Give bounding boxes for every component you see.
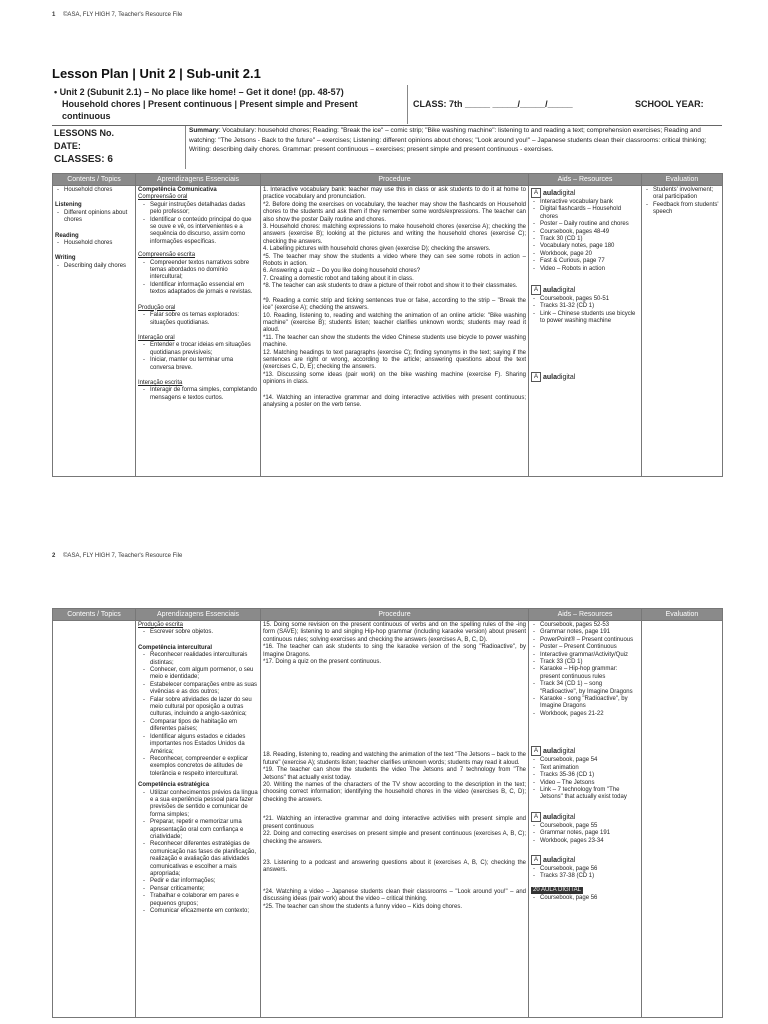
procedure-step: 10. Reading, listening to, reading and watching the animation of an online article: "Bike washing machine" (exercise B); students listen; teacher clarifies unknown words; students may read it aloud. xyxy=(263,312,526,334)
procedure-step: 7. Creating a domestic robot and talking about it in class. xyxy=(263,275,414,282)
unit-line-2: Household chores | Present continuous | Present simple and Present continuous xyxy=(62,99,358,121)
section-heading: Competência estratégica xyxy=(138,782,210,789)
procedure-step: 4. Labelling pictures with household chores given (exercise D); checking the answers. xyxy=(263,246,491,253)
unit-description xyxy=(54,86,394,122)
aids-cell xyxy=(529,621,642,1018)
lesson-meta xyxy=(54,127,114,166)
summary-box xyxy=(185,126,721,169)
table-row xyxy=(53,621,723,1018)
list-item: - Workbook, page 20 xyxy=(531,251,639,258)
aula-digital-icon: A xyxy=(531,855,541,865)
table-header-row xyxy=(53,609,723,621)
page-number: 2 xyxy=(52,553,56,559)
aula-digital-icon: A xyxy=(531,746,541,756)
subsection-heading: Produção oral xyxy=(138,304,176,311)
list-item: - Fast & Curious, page 77 xyxy=(531,258,639,265)
aula-digital-logo: A auladigital xyxy=(531,855,639,865)
list-item: - Reconhecer realidades interculturais distintas; xyxy=(138,652,258,667)
list-item: - Household chores xyxy=(55,240,133,247)
list-item: - Utilizar conhecimentos prévios da língua e a sua experiência pessoal para fazer previsões de sentido e comunicar de forma simples; xyxy=(138,790,258,820)
list-item: - Identificar alguns estados e cidades importantes nos Estados Unidos da América; xyxy=(138,734,258,756)
page-title: Lesson Plan | Unit 2 | Sub-unit 2.1 xyxy=(52,66,261,81)
aula-digital-badge: 20 AULA DIGITAL xyxy=(533,886,581,893)
aprendizagens-cell xyxy=(136,186,261,477)
class-label: CLASS: 7th _____ _____/_____/_____ xyxy=(413,99,573,109)
list-item: - Identificar informação essencial em textos adaptados de jornais e revistas. xyxy=(138,282,258,297)
procedure-cell xyxy=(261,186,529,477)
procedure-step: 23. Listening to a podcast and answering questions about it (exercises A, B, C); checking the answers. xyxy=(263,859,526,874)
procedure-step: 20. Writing the names of the characters of the TV show according to the description in the text; choosing correct information; identifying the household chores in the video (exercises B, C, D); checking the answers. xyxy=(263,782,526,803)
list-item: - Seguir instruções detalhadas dadas pelo professor; xyxy=(138,202,258,217)
list-item: - Digital flashcards – Household chores xyxy=(531,206,639,221)
list-item: - Coursebook, pages 48-49 xyxy=(531,229,639,236)
procedure-step: 12. Matching headings to text paragraphs (exercise C); finding synonyms in the text; saying if the sentences are right or wrong, according to the article; answering questions about the text (exercises C, D, E); checking the answers. xyxy=(263,349,526,371)
list-item: - Interagir de forma simples, completando mensagens e textos curtos. xyxy=(138,387,258,402)
subsection-heading: Compreensão oral xyxy=(138,194,188,201)
contents-cell xyxy=(53,621,136,1018)
list-item: - Track 34 (CD 1) – song "Radioactive", by Imagine Dragons xyxy=(531,681,639,696)
list-item: - Iniciar, manter ou terminar uma conversa breve. xyxy=(138,357,258,372)
procedure-step: *19. The teacher can show the students the video The Jetsons and 7 technology from "The Jetsons" that actually exist today. xyxy=(263,767,526,781)
page-header xyxy=(52,553,182,559)
list-item: - Students' involvement; oral participation xyxy=(644,187,720,202)
list-item: - Coursebook, pages 52-53 xyxy=(531,622,639,629)
list-item: - Compreender textos narrativos sobre temas abordados no domínio intercultural; xyxy=(138,260,258,282)
list-item: - Coursebook, page 56 xyxy=(531,866,639,873)
list-item: - Household chores xyxy=(55,187,133,194)
list-item: - Pensar criticamente; xyxy=(138,886,258,893)
list-item: - Preparar, repetir e memorizar uma apresentação oral com confiança e criatividade; xyxy=(138,819,258,841)
lesson-plan-table-page-1 xyxy=(52,173,723,477)
school-year-label: SCHOOL YEAR: xyxy=(635,99,704,109)
list-item: - Link – Chinese students use bicycle to power washing machine xyxy=(531,311,639,326)
section-heading: Competência Comunicativa xyxy=(138,187,217,193)
procedure-step: *8. The teacher can ask students to draw a picture of their robot and show it to their classmates. xyxy=(263,283,518,290)
aula-digital-logo: A auladigital xyxy=(531,188,639,198)
list-item: - Comunicar eficazmente em contexto; xyxy=(138,908,258,915)
list-item: - Coursebook, pages 50-51 xyxy=(531,296,639,303)
column-header-procedure: Procedure xyxy=(261,609,529,621)
section-heading: Competência intercultural xyxy=(138,644,213,651)
section-heading: Writing xyxy=(55,255,76,262)
list-item: - Escrever sobre objetos. xyxy=(138,629,258,636)
table-header-row xyxy=(53,174,723,186)
list-item: - Pedir e dar informações; xyxy=(138,878,258,885)
subsection-heading: Interação oral xyxy=(138,334,175,341)
class-box xyxy=(407,85,723,124)
table-row xyxy=(53,186,723,477)
list-item: - Falar sobre os temas explorados: situações quotidianas. xyxy=(138,312,258,327)
procedure-step: 1. Interactive vocabulary bank: teacher may use this in class or ask students to do it at home to practice vocabulary and pronunciation. xyxy=(263,187,526,201)
list-item: - Conhecer, com algum pormenor, o seu meio e identidade; xyxy=(138,667,258,682)
column-header-aids: Aids – Resources xyxy=(529,174,642,186)
procedure-step: 22. Doing and correcting exercises on present simple and present continuous (exercises A, B, C); checking the answers. xyxy=(263,831,526,845)
procedure-step: *14. Watching an interactive grammar and doing interactive activities with present continuous; analysing a poster on the verb tense. xyxy=(263,394,526,408)
procedure-step: *2. Before doing the exercises on vocabulary, the teacher may show the flashcards on Household chores to the students and ask them if they remember some words/expressions. The teacher can also show the poster Daily routine and chores. xyxy=(263,201,526,223)
summary-text: : Vocabulary: household chores; Reading: "Break the ice" – comic strip; "Bike washing machine": listening to and reading a text; comprehension exercises; Reading and watching: "The Jetsons - Back to the future" – exercises; Listening: different opinions about chores; "Look around you!" – Japanese students clean their classrooms: critical thinking; Writing: describing daily chores. Grammar: present continuous – exercises; present simple and present continuous - exercises. xyxy=(189,127,707,153)
subsection-heading: Compreensão escrita xyxy=(138,252,196,259)
list-item: - Workbook, pages 23-34 xyxy=(531,838,639,845)
unit-header-box xyxy=(52,85,722,126)
summary-label: Summary xyxy=(189,127,219,134)
column-header-contents: Contents / Topics xyxy=(53,609,136,621)
date-label: DATE: xyxy=(54,141,81,151)
aula-digital-logo: A auladigital xyxy=(531,372,639,382)
list-item: - Poster – Daily routine and chores xyxy=(531,221,639,228)
evaluation-cell xyxy=(642,186,723,477)
column-header-aids: Aids – Resources xyxy=(529,609,642,621)
list-item: - Video – Robots in action xyxy=(531,266,639,273)
list-item: - Vocabulary notes, page 180 xyxy=(531,243,639,250)
evaluation-cell xyxy=(642,621,723,1018)
list-item: - Describing daily chores xyxy=(55,263,133,270)
classes-label: CLASSES: 6 xyxy=(54,154,113,165)
list-item: - Identificar o conteúdo principal do que se ouve e vê, os intervenientes e a sequência do discurso, assim como informações específicas. xyxy=(138,217,258,247)
unit-line-1: • Unit 2 (Subunit 2.1) – No place like home! – Get it done! (pp. 48-57) xyxy=(54,87,344,97)
procedure-step: 3. Household chores: matching expressions to make household chores (exercise A); checking the answers (exercise B); looking at the pictures and writing the household chores (exercise C); checking the answers. xyxy=(263,224,526,245)
column-header-evaluation: Evaluation xyxy=(642,609,723,621)
procedure-step: 18. Reading, listening to, reading and watching the animation of the text "The Jetsons – back to the future" (exercise A); students listen; teacher clarifies unknown words; students may read it aloud. xyxy=(263,752,526,766)
contents-cell xyxy=(53,186,136,477)
procedure-step: *11. The teacher can show the students the video Chinese students use bicycle to power washing machine. xyxy=(263,334,526,349)
aula-digital-logo: A auladigital xyxy=(531,746,639,756)
list-item: - Grammar notes, page 191 xyxy=(531,629,639,636)
list-item: - Coursebook, page 54 xyxy=(531,757,639,764)
procedure-step: 15. Doing some revision on the present continuous of verbs and on the spelling rules of the -ing form (SAVE); listening to and singing Hip-hop grammar (including karaoke version) about present continuous rules; solving exercises and checking the answers (exercises A, B, C, D). xyxy=(263,622,526,643)
page-header xyxy=(52,12,182,18)
lesson-info-box xyxy=(52,126,722,170)
list-item: - Reconhecer, compreender e explicar exemplos concretos de atitudes de tolerância e respeito intercultural. xyxy=(138,756,258,778)
column-header-contents: Contents / Topics xyxy=(53,174,136,186)
list-item: - Track 33 (CD 1) xyxy=(531,659,639,666)
aula-digital-logo: A auladigital xyxy=(531,285,639,295)
list-item: - Interactive grammar/Activity/Quiz xyxy=(531,652,639,659)
column-header-evaluation: Evaluation xyxy=(642,174,723,186)
subsection-heading: Interação escrita xyxy=(138,379,183,386)
list-item: - Karaoke – Hip-hop grammar: present continuous rules xyxy=(531,666,639,681)
list-item: - PowerPoint® – Present continuous xyxy=(531,637,639,644)
list-item: - Different opinions about chores xyxy=(55,210,133,225)
list-item: - Interactive vocabulary bank xyxy=(531,199,639,206)
aprendizagens-cell xyxy=(136,621,261,1018)
procedure-step: *5. The teacher may show the students a video where they can see some robots in action – Robots in action. xyxy=(263,253,526,268)
list-item: - Entender e trocar ideias em situações quotidianas previsíveis; xyxy=(138,342,258,357)
aids-cell xyxy=(529,186,642,477)
aula-digital-icon: A xyxy=(531,812,541,822)
list-item: - Grammar notes, page 191 xyxy=(531,830,639,837)
list-item: - Coursebook, page 56 xyxy=(531,895,639,902)
list-item: - Tracks 37-38 (CD 1) xyxy=(531,873,639,880)
list-item: - Track 30 (CD 1) xyxy=(531,236,639,243)
page-number: 1 xyxy=(52,12,56,18)
procedure-step: *21. Watching an interactive grammar and doing interactive activities with present simple and present continuous xyxy=(263,816,526,830)
procedure-step: *25. The teacher can show the students a funny video – Kids doing chores. xyxy=(263,903,463,910)
section-heading: Reading xyxy=(55,232,79,239)
list-item: - Link – 7 technology from "The Jetsons" that actually exist today xyxy=(531,787,639,802)
lesson-plan-table-page-2 xyxy=(52,608,723,1018)
column-header-aprendizagens: Aprendizagens Essenciais xyxy=(136,174,261,186)
list-item: - Text animation xyxy=(531,765,639,772)
list-item: - Feedback from students' speech xyxy=(644,202,720,217)
list-item: - Tracks 35-36 (CD 1) xyxy=(531,772,639,779)
aula-digital-icon: A xyxy=(531,285,541,295)
procedure-step: *16. The teacher can ask students to sing the karaoke version of the song "Radioactive", by Imagine Dragons. xyxy=(263,644,526,658)
procedure-cell xyxy=(261,621,529,1018)
procedure-step: *9. Reading a comic strip and ticking sentences true or false, according to the strip – "Break the ice" (exercise A); checking the answers. xyxy=(263,297,526,312)
list-item: - Trabalhar e colaborar em pares e pequenos grupos; xyxy=(138,893,258,908)
aula-digital-icon: A xyxy=(531,188,541,198)
list-item: - Karaoke - song "Radioactive", by Imagine Dragons xyxy=(531,696,639,711)
lessons-number-label: LESSONS No. xyxy=(54,128,115,138)
section-heading: Listening xyxy=(55,202,82,209)
procedure-step: *24. Watching a video – Japanese students clean their classrooms – "Look around you!" – and discussing ideas (pair work) about the video – critical thinking. xyxy=(263,888,526,903)
procedure-step: *17. Doing a quiz on the present continuous. xyxy=(263,659,382,666)
aula-digital-logo: A auladigital xyxy=(531,812,639,822)
procedure-step: 6. Answering a quiz – Do you like doing household chores? xyxy=(263,268,421,275)
list-item: - Falar sobre atividades de lazer do seu meio cultural por oposição a outras culturas, incluindo a anglo-saxónica; xyxy=(138,697,258,719)
procedure-step: *13. Discussing some ideas (pair work) on the bike washing machine (exercise F). Sharing opinions in class. xyxy=(263,371,526,386)
column-header-procedure: Procedure xyxy=(261,174,529,186)
aula-digital-icon: A xyxy=(531,372,541,382)
list-item: - Workbook, pages 21-22 xyxy=(531,711,639,718)
copyright-text: ©ASA, FLY HIGH 7, Teacher's Resource File xyxy=(63,553,183,559)
list-item: - Tracks 31-32 (CD 1) xyxy=(531,303,639,310)
copyright-text: ©ASA, FLY HIGH 7, Teacher's Resource File xyxy=(63,12,183,18)
list-item: - Poster – Present Continuous xyxy=(531,644,639,651)
column-header-aprendizagens: Aprendizagens Essenciais xyxy=(136,609,261,621)
list-item: - Reconhecer diferentes estratégias de comunicação nas fases de planificação, realização e avaliação das atividades comunicativas e escolher a mais apropriada; xyxy=(138,841,258,878)
list-item: - Video – The Jetsons xyxy=(531,780,639,787)
subsection-heading: Produção escrita xyxy=(138,622,184,628)
list-item: - Estabelecer comparações entre as suas vivências e as dos outros; xyxy=(138,682,258,697)
list-item: - Coursebook, page 55 xyxy=(531,823,639,830)
list-item: - Comparar tipos de habitação em diferentes países; xyxy=(138,719,258,734)
